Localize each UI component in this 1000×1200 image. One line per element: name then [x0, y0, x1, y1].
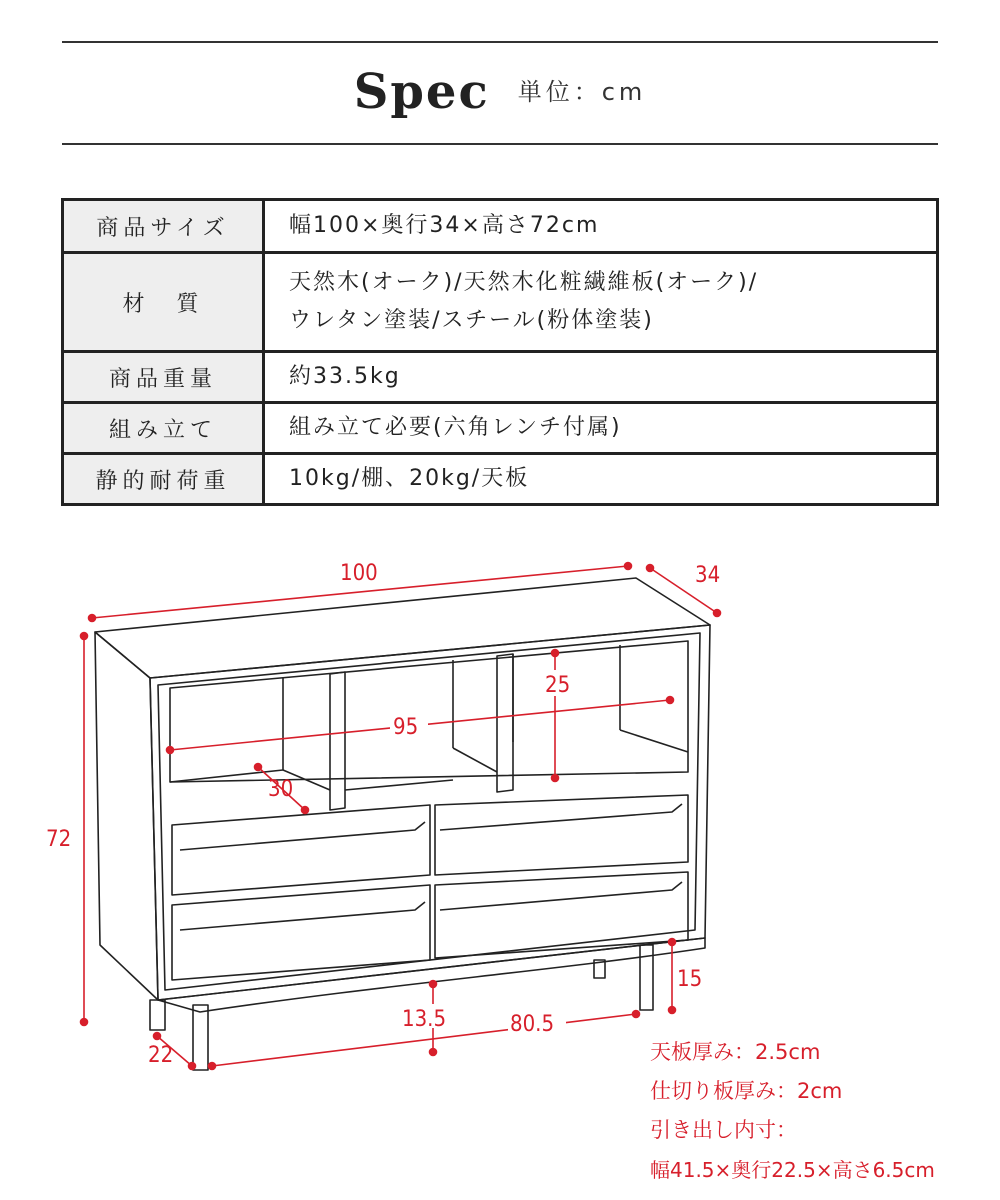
spec-label: 材 質: [63, 253, 264, 352]
table-row: [63, 200, 938, 253]
unit-label: 単位：cm: [517, 78, 647, 106]
leg-inset-label: 22: [148, 1043, 174, 1068]
spec-label: 商品サイズ: [63, 200, 264, 253]
title-text: Spec: [353, 64, 490, 120]
table-row: [63, 253, 938, 352]
leg-span-width-label: 80.5: [510, 1012, 555, 1037]
height-label: 72: [46, 827, 72, 852]
leg-height-label: 15: [677, 967, 703, 992]
note-top-thickness: 天板厚み：2.5cm: [650, 1040, 821, 1064]
furniture-diagram: [0, 540, 1000, 1080]
shelf-depth-label: 30: [268, 777, 294, 802]
spec-label: 商品重量: [63, 352, 264, 403]
page-title: [0, 64, 1000, 120]
spec-value: [264, 253, 938, 352]
spec-value-line: ウレタン塗装/スチール(粉体塗装): [289, 308, 654, 333]
table-row: [63, 403, 938, 454]
spec-value: 10kg/棚、20kg/天板: [264, 454, 938, 505]
spec-value: 組み立て必要(六角レンチ付属): [264, 403, 938, 454]
spec-label: 組み立て: [63, 403, 264, 454]
bottom-rule: [62, 143, 938, 145]
spec-table: [61, 198, 939, 506]
spec-value: 約33.5kg: [264, 352, 938, 403]
spec-value-line: 天然木(オーク)/天然木化粧繊維板(オーク)/: [289, 270, 759, 295]
note-drawer-title: 引き出し内寸：: [650, 1118, 797, 1142]
note-drawer-size: 幅41.5×奥行22.5×高さ6.5cm: [650, 1158, 935, 1182]
table-row: [63, 454, 938, 505]
width-label: 100: [340, 561, 378, 586]
cabinet-drawing: [95, 578, 710, 1070]
spec-value: 幅100×奥行34×高さ72cm: [264, 200, 938, 253]
inner-width-label: 95: [393, 715, 419, 740]
top-rule: [62, 41, 938, 43]
spec-label: 静的耐荷重: [63, 454, 264, 505]
depth-label: 34: [695, 563, 721, 588]
shelf-height-label: 25: [545, 673, 571, 698]
table-row: [63, 352, 938, 403]
leg-span-depth-label: 13.5: [402, 1007, 447, 1032]
note-divider-thickness: 仕切り板厚み：2cm: [650, 1079, 843, 1103]
